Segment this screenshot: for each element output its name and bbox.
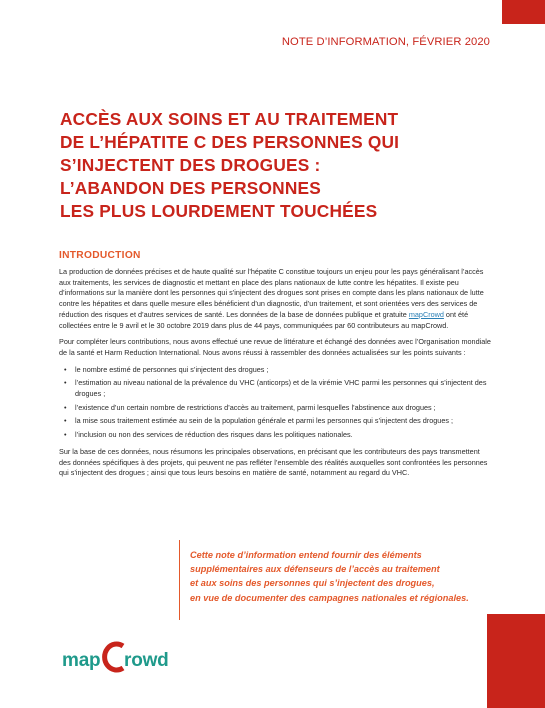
callout-text [190, 548, 500, 605]
paragraph-1 [59, 267, 492, 331]
paragraph-1-end: ont été collectées entre le 9 avril et le 30 octobre 2019 dans plus de 44 pays, communiquées par 60 contributeurs au mapCrowd. [59, 309, 469, 330]
title-line: ACCÈS AUX SOINS ET AU TRAITEMENT [60, 109, 399, 129]
list-item-text: la mise sous traitement estimée au sein de la population générale et parmi les personnes qui s’injectent des drogues ; [75, 416, 454, 426]
title-line: LES PLUS LOURDEMENT TOUCHÉES [60, 201, 378, 221]
callout-line: et aux soins des personnes qui s’injectent des drogues, [190, 578, 435, 589]
document-title [60, 108, 510, 223]
paragraph-2: Pour compléter leurs contributions, nous avons effectué une revue de littérature et échangé des données avec l’Organisation mondiale de la santé et Harm Reduction International. Nous avons réussi à rassembler des données actualisées sur les points suivants : [59, 337, 491, 357]
list-item [59, 403, 492, 414]
document-header: NOTE D’INFORMATION, FÉVRIER 2020 [281, 36, 490, 48]
bullet-icon: • [64, 430, 67, 440]
bullet-icon: • [64, 364, 67, 374]
list-item-text: l’existence d’un certain nombre de restrictions d’accès au traitement, parmi lesquelles l’abstinence aux drogues ; [75, 402, 436, 412]
list-item-text: l’inclusion ou non des services de réduction des risques dans les politiques nationales. [75, 430, 353, 440]
list-item [59, 365, 492, 376]
bullet-icon: • [64, 402, 67, 412]
title-line: S’INJECTENT DES DROGUES : [60, 155, 321, 175]
bullet-icon: • [64, 416, 67, 426]
list-item-text: l’estimation au niveau national de la prévalence du VHC (anticorps) et de la virémie VHC parmi les personnes qui s’injectent des drogues ; [75, 378, 487, 399]
list-item-text: le nombre estimé de personnes qui s’injectent des drogues ; [75, 364, 269, 374]
logo-text-rowd: rowd [124, 650, 169, 671]
mapcrowd-link[interactable]: mapCrowd [408, 309, 444, 319]
red-corner-block-top [502, 0, 545, 24]
red-corner-block-bottom [487, 614, 545, 708]
paragraph-3: Sur la base de ces données, nous résumons les principales observations, en précisant que les contributeurs des pays transmettent des données spécifiques à des projets, qui peuvent ne pas refléter l’ensemble des réalités auxquelles sont confrontées les personnes qui s’injectent des drogues ; ainsi que tous leurs besoins en matière de santé, notamment au regard du VHC. [59, 446, 488, 478]
callout-line: supplémentaires aux défenseurs de l’accès au traitement [190, 564, 440, 575]
list-item [59, 416, 492, 427]
callout-line: Cette note d’information entend fournir des éléments [190, 550, 422, 560]
bullet-icon: • [64, 378, 67, 388]
title-line: DE L’HÉPATITE C DES PERSONNES QUI [60, 132, 400, 152]
logo-text-map: map [62, 650, 101, 671]
title-line: L’ABANDON DES PERSONNES [60, 178, 321, 198]
mapcrowd-logo [62, 636, 172, 676]
list-item [59, 378, 492, 399]
list-item [59, 430, 492, 441]
introduction-heading: INTRODUCTION [59, 250, 141, 261]
body-text [59, 267, 492, 485]
callout-line: en vue de documenter des campagnes nationales et régionales. [190, 592, 469, 603]
paragraph-1-start: La production de données précises et de haute qualité sur l’hépatite C constitue toujours un enjeu pour les pays généralisant l’accès aux traitements, les services de diagnostic et mettant en place des plans nationaux de lutte contre les hépatites. Il existe peu d’informations sur la manière dont les personnes qui s’injectent des drogues sont prises en compte dans les plans nationaux de lutte contre les hépatites et dans quelle mesure elles bénéficient d’un diagnostic, d’un traitement, et sont orientées vers des services de réduction des risques et d’autres services de santé. Les données de la base de données publique et gratuite [59, 267, 484, 319]
bullet-list [59, 365, 492, 441]
